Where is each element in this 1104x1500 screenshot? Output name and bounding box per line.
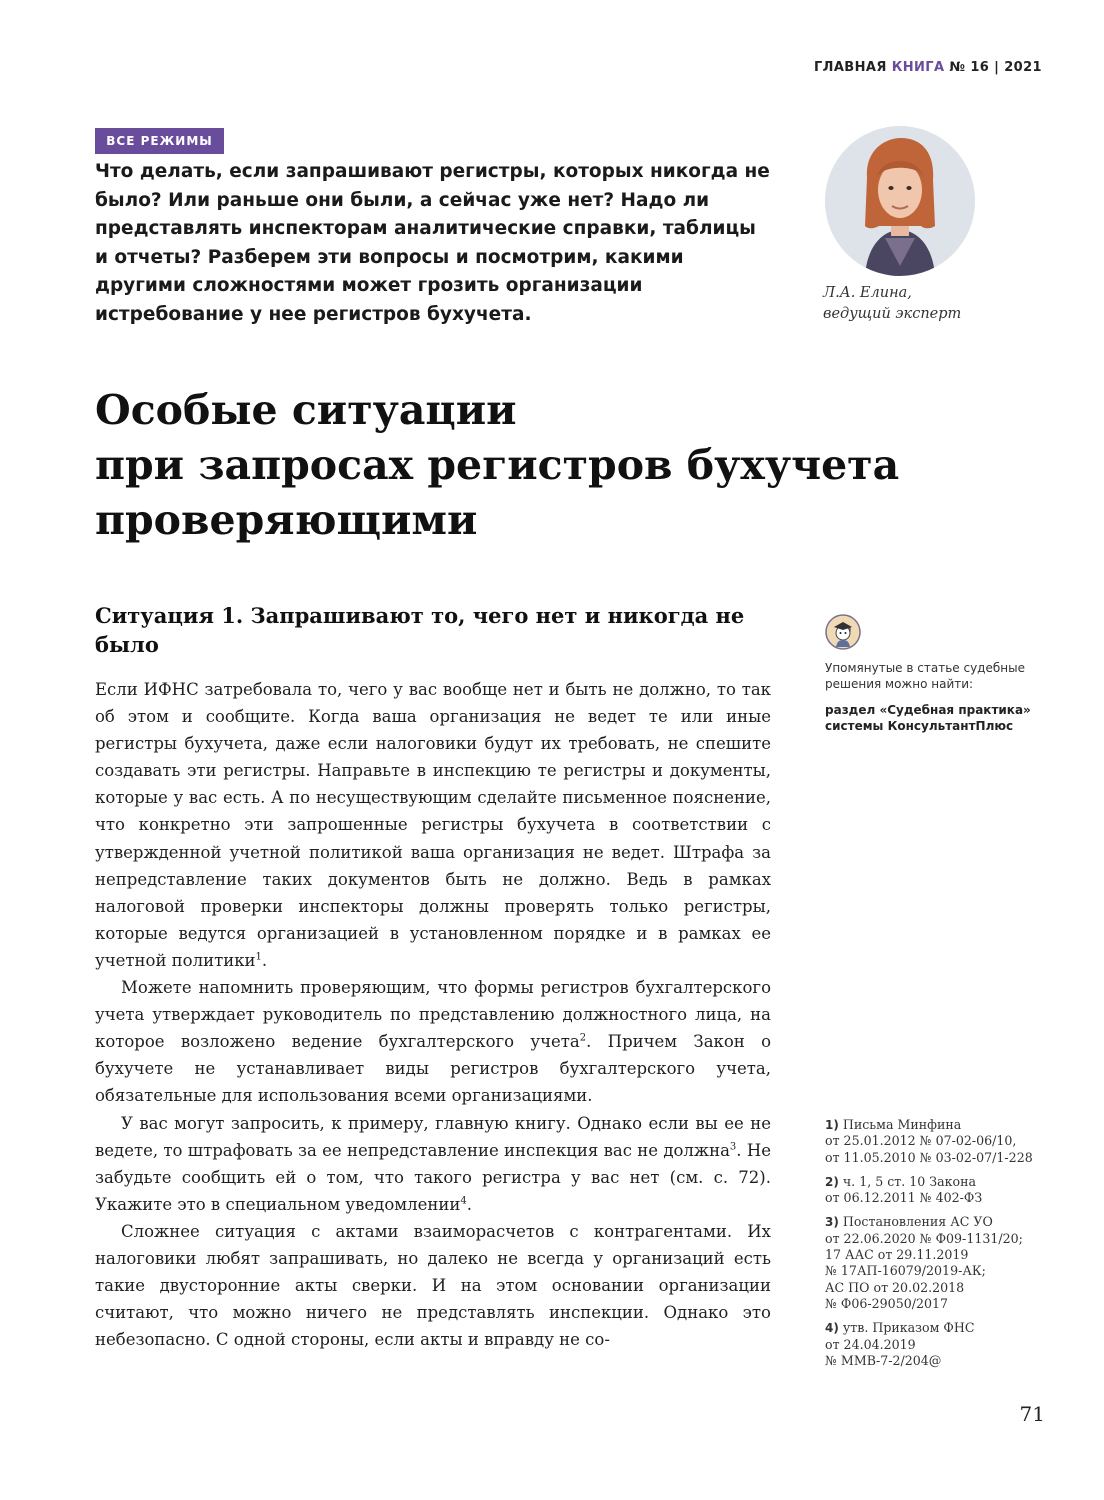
page-number: 71 xyxy=(1019,1402,1045,1426)
article-body xyxy=(95,676,771,1353)
footnote-ref: 2 xyxy=(579,1032,587,1044)
issue-number: № 16 | 2021 xyxy=(949,60,1042,75)
footnote: 1) Письма Минфина от 25.01.2012 № 07-02-06/10, от 11.05.2010 № 03-02-07/1-228 xyxy=(825,1117,1033,1165)
body-paragraph: Сложнее ситуация с актами взаиморасчетов с контрагентами. Их налоговики любят запрашивать, но далеко не всегда у организаций есть такие двусторонние акты сверки. И на этом основании организации считают, что можно ничего не представлять инспекции. Однако это небезопасно. С одной стороны, если акты и вправду не со- xyxy=(95,1221,771,1350)
lead-paragraph: Что делать, если запрашивают регистры, которых никогда не было? Или раньше они были, а сейчас уже нет? Надо ли представлять инспекторам аналитические справки, таблицы и отчеты? Разберем эти вопросы и посмотрим, какими другими сложностями может грозить организации истребование у нее регистров бухучета. xyxy=(95,161,770,325)
footnote-number: 1) xyxy=(825,1118,839,1132)
author-photo xyxy=(825,126,975,276)
brand-kniga: КНИГА xyxy=(891,60,945,75)
note-text: Упомянутые в статье судебные решения можно найти: xyxy=(825,661,1025,691)
brand-glavnaya: ГЛАВНАЯ xyxy=(813,60,887,75)
footnote-ref: 4 xyxy=(460,1195,467,1207)
court-practice-note xyxy=(825,660,1050,734)
footnote-ref: 1 xyxy=(255,951,262,963)
footnote: 2) ч. 1, 5 ст. 10 Закона от 06.12.2011 № 402-ФЗ xyxy=(825,1173,983,1206)
body-paragraph: Можете напомнить проверяющим, что формы регистров бухгалтерского учета утверждает руководитель по представлению должностного лица, на которое возложено ведение бухгалтерского учета$^2$. Причем Закон о бухучете не устанавливает виды регистров бухгалтерского учета, обязательные для использования всеми организациями. xyxy=(95,978,772,1106)
note-source: раздел «Судебная практика» системы КонсультантПлюс xyxy=(825,703,1031,733)
footnote: 3) Постановления АС УО от 22.06.2020 № Ф09-1131/20; 17 ААС от 29.11.2019 № 17АП-16079/2019-АК; АС ПО от 20.02.2018 № Ф06-29050/2017 xyxy=(825,1214,1023,1311)
title-line: Особые ситуации xyxy=(95,386,517,434)
court-practice-icon xyxy=(825,614,861,650)
footnote-number: 2) xyxy=(825,1174,839,1189)
title-line: при запросах регистров бухучета xyxy=(95,441,900,489)
author-portrait-image xyxy=(825,126,975,276)
rubric-tag: ВСЕ РЕЖИМЫ xyxy=(95,128,224,154)
body-paragraph: Если ИФНС затребовала то, чего у вас вообще нет и быть не должно, то так об этом и сообщите. Когда ваша организация не ведет те или иные регистры бухучета, даже если налоговики будут их требовать, не спешите создавать эти регистры. Направьте в инспекцию те регистры и документы, которые у вас есть. А по несуществующим сделайте письменное пояснение, что конкретно эти запрошенные регистры бухучета в соответствии с утвержденной учетной политикой ваша организация не ведет. Штрафа за непредставление таких документов быть не должно. Ведь в рамках налоговой проверки инспекторы должны проверять только регистры, которые ведутся организацией в установленном порядке и в рамках ее учетной политики$^1$. xyxy=(95,680,771,970)
title-line: проверяющими xyxy=(95,496,478,544)
author-caption xyxy=(823,283,961,325)
footnote-number: 3) xyxy=(825,1215,839,1230)
footnote-ref: 3 xyxy=(729,1141,737,1153)
footnote: 4) утв. Приказом ФНС от 24.04.2019 № ММВ-7-2/204@ xyxy=(825,1320,975,1368)
author-role: ведущий эксперт xyxy=(823,306,962,322)
footnote-number: 4) xyxy=(825,1321,839,1336)
section-title: Ситуация 1. Запрашивают то, чего нет и никогда не было xyxy=(95,603,745,657)
article-title xyxy=(95,383,1055,548)
author-name: Л.А. Елина, xyxy=(823,285,912,301)
body-paragraph: У вас могут запросить, к примеру, главную книгу. Однако если вы ее не ведете, то штрафовать за ее непредставление инспекция вас не должна$^3$. Не забудьте сообщить ей о том, что такого регистра у вас нет (см. с. 72). Укажите это в специальном уведомлении$^4$. xyxy=(95,1113,771,1214)
footnotes xyxy=(825,1117,1070,1377)
masthead xyxy=(814,60,1042,75)
